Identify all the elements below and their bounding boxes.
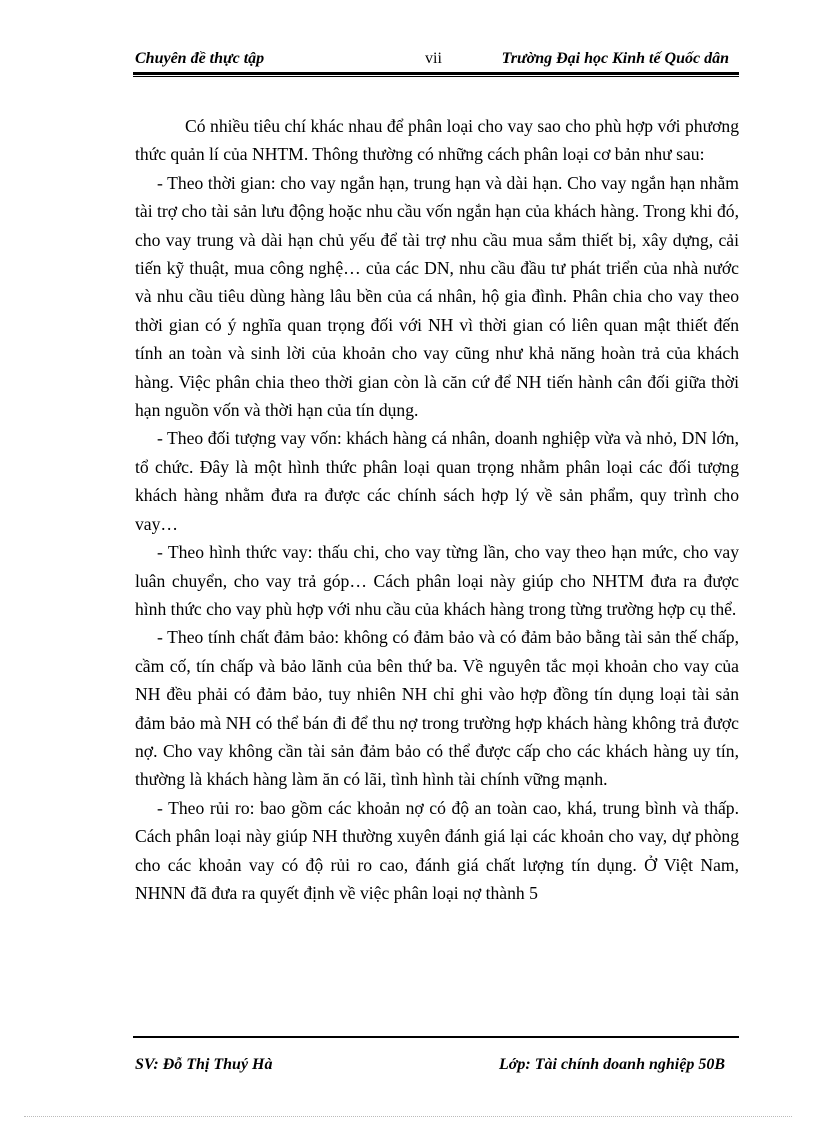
footer-class: Lớp: Tài chính doanh nghiệp 50B bbox=[499, 1056, 725, 1073]
footer-rule bbox=[133, 1036, 739, 1038]
paragraph-by-risk: - Theo rủi ro: bao gồm các khoản nợ có độ an toàn cao, khá, trung bình và thấp. Cách phân loại này giúp NH thường xuyên đánh giá lại các khoản cho vay, dự phòng cho các khoản vay có độ rủi ro cao, đánh giá chất lượng tín dụng. Ở Việt Nam, NHNN đã đưa ra quyết định về việc phân loại nợ thành 5 bbox=[135, 797, 739, 903]
paragraph-by-form: - Theo hình thức vay: thấu chi, cho vay từng lần, cho vay theo hạn mức, cho vay luân chuyển, cho vay trả góp… Cách phân loại này giúp cho NHTM đưa ra được hình thức cho vay phù hợp với nhu cầu của khách hàng trong từng trường hợp cụ thể. bbox=[135, 542, 739, 619]
body-text bbox=[135, 112, 739, 907]
header-university: Trường Đại học Kinh tế Quốc dân bbox=[501, 50, 729, 67]
page-footer bbox=[133, 1056, 739, 1080]
header-rule bbox=[133, 72, 739, 77]
paragraph-by-collateral: - Theo tính chất đảm bảo: không có đảm bảo và có đảm bảo bằng tài sản thế chấp, cầm cố, tín chấp và bảo lãnh của bên thứ ba. Về nguyên tắc mọi khoản cho vay của NH đều phải có đảm bảo, tuy nhiên NH chỉ ghi vào hợp đồng tín dụng loại tài sản đảm bảo mà NH có thể bán đi để thu nợ trong trường hợp khách hàng không trả được nợ. Cho vay không cần tài sản đảm bảo có thể được cấp cho các khách hàng uy tín, thường là khách hàng làm ăn có lãi, tình hình tài chính vững mạnh. bbox=[135, 627, 739, 790]
page-edge-dotted-line bbox=[24, 1116, 792, 1117]
paragraph-intro: Có nhiều tiêu chí khác nhau để phân loại cho vay sao cho phù hợp với phương thức quản lí của NHTM. Thông thường có những cách phân loại cơ bản như sau: bbox=[135, 116, 739, 165]
paragraph-by-borrower: - Theo đối tượng vay vốn: khách hàng cá nhân, doanh nghiệp vừa và nhỏ, DN lớn, tổ chức. Đây là một hình thức phân loại quan trọng nhằm phân loại các đối tượng khách hàng nhằm đưa ra được các chính sách hợp lý về sản phẩm, quy trình cho vay… bbox=[135, 428, 739, 534]
paragraph-by-time: - Theo thời gian: cho vay ngắn hạn, trung hạn và dài hạn. Cho vay ngắn hạn nhằm tài trợ cho tài sản lưu động hoặc nhu cầu vốn ngắn hạn của khách hàng. Trong khi đó, cho vay trung và dài hạn chủ yếu để tài trợ nhu cầu mua sắm thiết bị, xây dựng, cải tiến kỹ thuật, mua công nghệ… của các DN, nhu cầu đầu tư phát triển của nhà nước và nhu cầu tiêu dùng hàng lâu bền của cá nhân, hộ gia đình. Phân chia cho vay theo thời gian có ý nghĩa quan trọng đối với NH vì thời gian có liên quan mật thiết đến tính an toàn và sinh lời của khoản cho vay cũng như khả năng hoàn trả của khách hàng. Việc phân chia theo thời gian còn là căn cứ để NH tiến hành cân đối giữa thời hạn nguồn vốn và thời hạn của tín dụng. bbox=[135, 172, 739, 421]
header-document-type: Chuyên đề thực tập bbox=[135, 50, 265, 67]
header-page-number: vii bbox=[425, 50, 442, 67]
footer-student: SV: Đỗ Thị Thuý Hà bbox=[135, 1056, 273, 1073]
page-header bbox=[133, 46, 739, 74]
